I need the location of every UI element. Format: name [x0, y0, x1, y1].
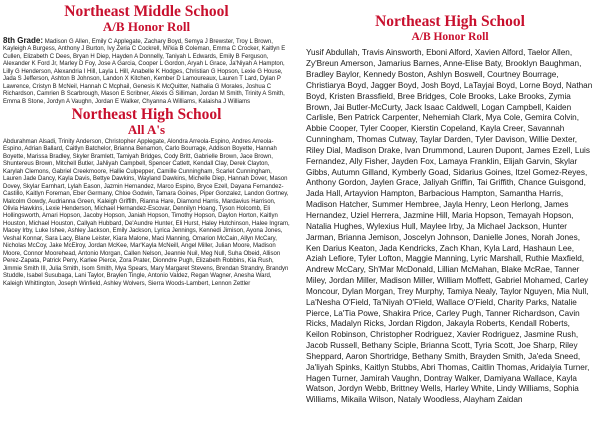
middle-school-title: Northeast Middle School: [64, 3, 229, 20]
high-school-all-as-title: Northeast High School: [71, 105, 222, 123]
middle-school-honor-roll-heading: A/B Honor Roll: [102, 19, 191, 35]
right-column: [300, 0, 600, 424]
high-school-ab-title: Northeast High School: [375, 13, 525, 30]
high-school-ab-heading: A/B Honor Roll: [411, 31, 489, 44]
left-column: [0, 0, 293, 424]
all-as-heading: All A's: [127, 122, 166, 138]
high-school-ab-names: Yusif Abdullah, Travis Ainsworth, Eboni Alford, Xavien Alford, Taelor Allen, Zy'Breun Amerson, Jamarius Barnes, Anne-Elise Baty, Brooklyn Baughman, Bradley Baylor, Kennedy Boston, Ashlyn Boswell, Courtney Bourrage, Christiarya Boyd, Jagger Boyd, Josh Boyd, LaTayjai Boyd, Lorne Boyd, Nathan Boyd, Kristen Brassfield, Bree Bridges, Cole Brooks, Lake Brooks, Zymia Brown, Jai Butler-McCurty, Jack Isaac Caldwell, Logan Campbell, Kaiden Carlisle, Ben Patrick Carpenter, Nehemiah Clark, Mya Cole, Gemira Colvin, Abbie Cooper, Tyler Cooper, Kierstin Copeland, Kayla Creer, Savannah Cunningham, Thomas Cutway, Taylar Darden, Tyler Davison, Willie Dexter, Riley Dial, Madison Drake, Ivan Drummond, Lauren Dupont, James Ezell, Luis Fernandez, Ally Fisher, Jayden Fox, Lamaya Franklin, Elijah Garvin, Skylar Gibbs, Autumn Gilland, Kymberly Goad, Sidarius Goines, Itzel Gomez-Reyes, Anthony Gordon, Jaylen Grace, Jaliyah Griffin, Tai Griffith, Chance Guisgond, Jada Hall, Artayvion Hampton, Barbacious Hampton, Samantha Harris, Madison Hatcher, Summer Hembree, Jayla Henry, Leon Herlong, James Hernandez, Uziel Herrera, Jazmine Hill, Maria Hopson, Temayah Hopson, Natalia Hughes, Wylexius Hull, Maylee Irby, Ja Michael Jackson, Hunter Jarman, Brianna Jemison, Joscelyn Johnson, Danielle Jones, Norah Jones, Ken Darius Keaton, Jada Kendricks, Zach Khan, Kyla Lard, Hashaun Lee, Aziah Lefiore, Tyler Lofton, Maggie Manning, Lyric Marshall, Ruthie Maxfield, Andrew McCary, Sh'Mar McDonald, Lillian McMahan, Blake McRae, Tanner Miley, Jordan Miller, Madison Miller, William Moffett, Gabriel Mohamed, Carley Moncour, Dylan Morgan, Trey Murphy, Tamiya Nealy, Taylor Nguyen, Mia Null, La'Nesha O'Field, Ta'Niyah O'Field, Wallace O'Field, Charity Parks, Natalie Pierce, La'Tia Powe, Shakira Price, Carley Pugh, Tanner Richardson, Cavin Ricks, Madalyn Ricks, Jordan Rigdon, Jakayla Roberts, Kendall Roberts, Keilon Robinson, Christopher Rodriguez, Xavier Rodriguez, Jasmine Rush, Jacob Russell, Bethany Sciple, Brianna Scott, Tyria Scott, Joe Sharp, Riley Sheppard, Aaron Shortridge, Bethany Smith, Brayden Smith, Ja'eda Sneed, Ja'liyah Spinks, Kaitlyn Stubbs, Abri Thomas, Caitlin Thomas, Aridaiyia Turner, Hagen Turner, Jamirah Vaughn, Dontray Walker, Damiyana Wallace, Kayla Watson, Jordyn Webb, Brittney Wells, Harley White, Lindy Williams, Sophia Williams, Mikaila Wilson, Nataly Woodless, Alayham Zaidan: [306, 48, 593, 405]
eighth-grade-names: Madison G Allen, Emily C Applegate, Zachary Boyd, Semya J Brewster, Troy L Brown, Kayleigh A Burgess, Anthony J Burton, Ivy Zeria C Cockrell, Mi'kia B Coleman, Emma C Crocker, Kaitlyn E Cullen, Elizabeth C Dees, Bryan H Diep, Hayden A Donnelly, Taniyah L Edwards, Emily B Ferguson, Alexander K Ford Jr, Marley D Foy, Jose A Garcia, Cooper L Gordon, Aryah L Grace, Ja'Niyah A Hampton, Lilly G Henderson, Alexandria I Hill, Layla L Hill, Anabelle K Hodges, Christian G Hopson, Lexie G House, Jada S Jefferson, Ashton B Johnson, Landon X Kitchen, Kember D Lamoureaux, Lauren T Lard, Dylan P Lawrence, Cristyn B McNeil, Hannah C Mcphail, Genesis K McQuitter, Nathalia G Morales, Joshua C Richardson, Camrien B Scarbrough, Mason E Scribner, Alexis G Silliman, Jordan M Smith, Trinity A Smith, Emma B Stone, Jordyn A Vaughn, Jordan E Walker, Chyanna A Williams, Kalaisha J Williams: [3, 38, 286, 105]
grade-label: 8th Grade:: [3, 35, 44, 45]
eighth-grade-names-paragraph: [3, 37, 290, 106]
all-as-names: Abdurahman Alsadi, Trinity Anderson, Christopher Applegate, Alondra Arreola-Espino, Andres Arreola-Espino, Adrian Ballard, Caitlyn Batchelor, Brianna Benamon, Carlo Bourrage, Addison Boyette, Hannah Boyette, Marissa Bradley, Skyler Bramlett, Tamiyah Bridges, Cody Britt, Gabrielle Brown, Jace Brown, Shuntereus Brown, Mitchell Butler, JaNiyah Campbell, Spencer Catlett, Kendall Clay, Derek Clayton, Karylah Clemons, Gabriel Creekmoore, Hallie Culpepper, Camille Cunningham, Scarlet Cunningham, Lauren Jade Dancy, Kayla Davis, Bettye Dawkins, Wayland Dawkins, Michelle Diep, Hannah Dover, Mason Dovey, Skylar Earnhart, Lylah Eason, Jazmin Hernandez, Marco Espino, Bryce Ezell, Dayana Fernandez-Castillo, Kaitlyn Foreman, Eber Germany, Chloe Godwin, Tamara Goines, Piper Gonzalez, Landon Gortney, Malcolm Gowdy, Audrianna Green, Kaleigh Griffith, Rianna Hare, Diamond Harris, Mardavius Harrison, Olivia Hawkins, Lexie Henderson, Michael Hernandez-Escovar, Dennilyn Hoang, Tyson Holcomb, Eli Hollingsworth, Amari Hopson, Jacoby Hopson, Janiah Hopson, Timothy Hopson, Daylon Horton, Kaitlyn Houston, Michael Houston, Callyah Hubbard, De'Aundre Hunter, Eli Hurst, Haley Hutchinson, Halee Ingram, Macey Irby, Luke Ishee, Ashley Jackson, Emily Jackson, Lyrica Jennings, Kennedi Jimison, Ayona Jones, Veshal Konnar, Sara Lacy, Blane Leister, Kiara Malone, Maci Manning, Omarion McCain, Allyn McCary, Nicholas McCoy, Jake McElroy, Jordan McKee, Mar'Kayla McNeill, Angel Miller, Julian Moore, Madison Moore, Connor Moorehead, Antonio Morgan, Callen Nelson, Jeannie Nuil, Meg Null, Suha Obeid, Allison Perez-Zapata, Patrick Perry, Karlee Pierce, Zora Prater, Dionndre Pugh, Elizabeth Robbins, Kia Rush, Jimmie Smith III, Julia Smith, Isom Smith, Mya Spears, Mary Margaret Stevens, Brendan Strandry, Brandyn Studdle, Isabel Susubaga, Lani Taylor, Braylen Tingle, Antonio Valdez, Regan Wagner, Anesha Ward, Kaleigh Whittington, Joseph Winfield, Ashley Wolvers, Sierra Woods-Lambert, Lennon Zettler: [3, 138, 290, 287]
